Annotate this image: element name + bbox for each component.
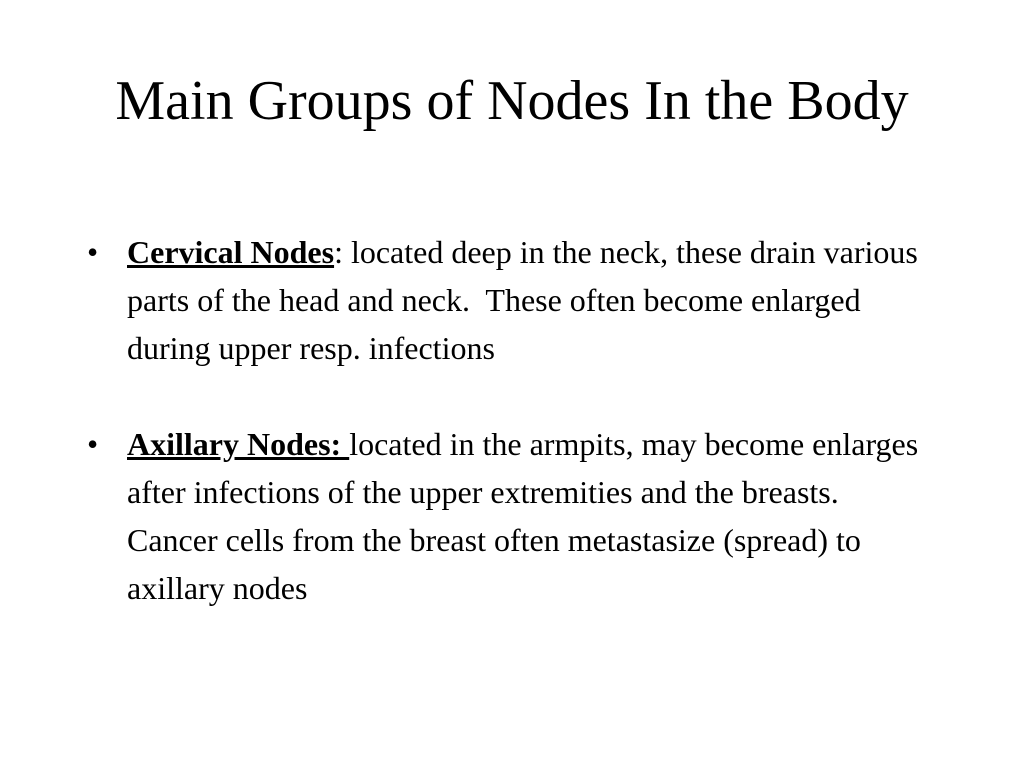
bullet-separator: : xyxy=(334,234,351,270)
bullet-item-cervical-nodes xyxy=(84,228,944,372)
bullet-term: Axillary Nodes: xyxy=(127,426,350,462)
bullet-text: located in the armpits, may become enlarges after infections of the upper extremities and the breasts. Cancer cells from the breast often metastasize (spread) to axillary nodes xyxy=(127,426,927,606)
bullet-list xyxy=(84,228,944,612)
bullet-item-axillary-nodes xyxy=(84,420,944,612)
bullet-marker: • xyxy=(87,234,99,270)
slide-title: Main Groups of Nodes In the Body xyxy=(115,70,909,132)
bullet-text: located deep in the neck, these drain various parts of the head and neck. These often become enlarged during upper resp. infections xyxy=(127,234,926,366)
bullet-marker: • xyxy=(87,426,99,462)
bullet-term: Cervical Nodes xyxy=(127,234,335,270)
